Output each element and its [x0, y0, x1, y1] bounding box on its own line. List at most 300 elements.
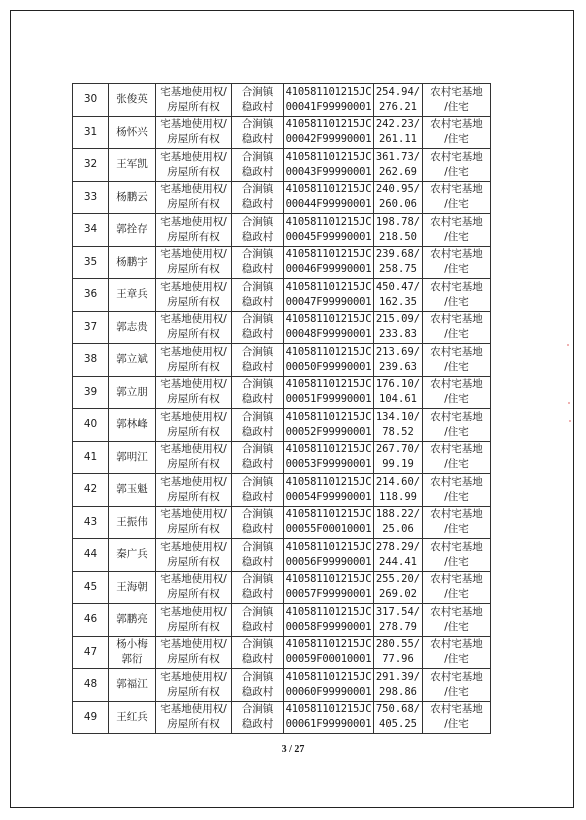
area-line: 278.29/ — [375, 540, 421, 553]
location-line: 稳政村 — [241, 685, 274, 698]
land-use-line: /住宅 — [444, 523, 469, 536]
owner-name-cell — [109, 116, 156, 149]
right-type-line: 宅基地使用权/ — [160, 118, 227, 131]
area-line: 214.60/ — [375, 475, 421, 488]
row-number-cell: 30 — [73, 84, 109, 117]
owner-name-line: 郭立斌 — [116, 353, 148, 366]
area-line: 218.50 — [379, 230, 417, 243]
table-row — [73, 246, 491, 279]
location-cell — [232, 701, 284, 734]
unit-code-cell — [284, 636, 374, 669]
land-use-line: 农村宅基地 — [430, 150, 483, 163]
right-type-line: 房屋所有权 — [167, 165, 220, 178]
unit-code-line: 410581101215JC — [285, 378, 372, 391]
table-row — [73, 344, 491, 377]
area-line: 25.06 — [382, 523, 414, 536]
location-line: 稳政村 — [241, 458, 274, 471]
right-type-line: 房屋所有权 — [167, 458, 220, 471]
owner-name-cell — [109, 409, 156, 442]
right-type-line: 宅基地使用权/ — [160, 378, 227, 391]
registration-table — [72, 83, 491, 734]
land-use-line: 农村宅基地 — [430, 475, 483, 488]
right-type-cell — [156, 636, 232, 669]
right-type-cell — [156, 311, 232, 344]
area-line: 255.20/ — [375, 573, 421, 586]
land-use-cell — [423, 409, 491, 442]
area-line: 254.94/ — [375, 85, 421, 98]
unit-code-line: 00041F99990001 — [285, 100, 372, 113]
land-use-line: /住宅 — [444, 133, 469, 146]
location-line: 合涧镇 — [241, 150, 274, 163]
land-use-line: /住宅 — [444, 718, 469, 731]
location-cell — [232, 279, 284, 312]
unit-code-cell — [284, 344, 374, 377]
land-use-line: 农村宅基地 — [430, 118, 483, 131]
table-row — [73, 571, 491, 604]
location-line: 稳政村 — [241, 230, 274, 243]
area-cell — [374, 376, 423, 409]
owner-name-cell — [109, 571, 156, 604]
land-use-cell — [423, 149, 491, 182]
area-cell — [374, 604, 423, 637]
scan-speck — [567, 344, 569, 346]
right-type-line: 宅基地使用权/ — [160, 670, 227, 683]
area-line: 258.75 — [379, 263, 417, 276]
area-cell — [374, 636, 423, 669]
location-line: 合涧镇 — [241, 703, 274, 716]
row-number-cell: 49 — [73, 701, 109, 734]
owner-name-line: 王海朝 — [116, 580, 148, 593]
right-type-cell — [156, 441, 232, 474]
right-type-line: 宅基地使用权/ — [160, 540, 227, 553]
right-type-line: 房屋所有权 — [167, 490, 220, 503]
scan-speck — [568, 402, 570, 404]
location-line: 稳政村 — [241, 198, 274, 211]
owner-name-line: 杨鹏云 — [116, 190, 148, 203]
land-use-line: 农村宅基地 — [430, 638, 483, 651]
row-number-cell: 48 — [73, 669, 109, 702]
land-use-line: 农村宅基地 — [430, 540, 483, 553]
location-cell — [232, 604, 284, 637]
location-cell — [232, 409, 284, 442]
unit-code-line: 410581101215JC — [285, 670, 372, 683]
location-cell — [232, 669, 284, 702]
right-type-cell — [156, 149, 232, 182]
land-use-line: 农村宅基地 — [430, 443, 483, 456]
owner-name-cell — [109, 149, 156, 182]
location-line: 稳政村 — [241, 393, 274, 406]
unit-code-line: 410581101215JC — [285, 540, 372, 553]
land-use-cell — [423, 116, 491, 149]
right-type-cell — [156, 604, 232, 637]
land-use-line: /住宅 — [444, 490, 469, 503]
owner-name-line: 郭福江 — [116, 678, 148, 691]
land-use-line: /住宅 — [444, 685, 469, 698]
right-type-cell — [156, 571, 232, 604]
land-use-line: /住宅 — [444, 425, 469, 438]
land-use-line: 农村宅基地 — [430, 410, 483, 423]
owner-name-cell — [109, 84, 156, 117]
unit-code-line: 410581101215JC — [285, 150, 372, 163]
right-type-line: 宅基地使用权/ — [160, 150, 227, 163]
right-type-line: 房屋所有权 — [167, 100, 220, 113]
land-use-line: 农村宅基地 — [430, 573, 483, 586]
area-cell — [374, 344, 423, 377]
owner-name-line: 张俊英 — [116, 93, 148, 106]
land-use-line: 农村宅基地 — [430, 345, 483, 358]
unit-code-cell — [284, 506, 374, 539]
location-cell — [232, 474, 284, 507]
row-number-cell: 35 — [73, 246, 109, 279]
unit-code-line: 410581101215JC — [285, 703, 372, 716]
owner-name-line: 郭衍 — [121, 653, 143, 666]
land-use-cell — [423, 604, 491, 637]
area-cell — [374, 84, 423, 117]
unit-code-line: 00045F99990001 — [285, 230, 372, 243]
area-line: 198.78/ — [375, 215, 421, 228]
row-number-cell: 38 — [73, 344, 109, 377]
right-type-line: 房屋所有权 — [167, 133, 220, 146]
right-type-cell — [156, 214, 232, 247]
right-type-cell — [156, 474, 232, 507]
unit-code-cell — [284, 409, 374, 442]
land-use-cell — [423, 539, 491, 572]
location-cell — [232, 539, 284, 572]
land-use-line: 农村宅基地 — [430, 280, 483, 293]
unit-code-line: 00047F99990001 — [285, 295, 372, 308]
land-use-line: 农村宅基地 — [430, 670, 483, 683]
area-cell — [374, 279, 423, 312]
area-cell — [374, 539, 423, 572]
land-use-cell — [423, 214, 491, 247]
table-row — [73, 214, 491, 247]
owner-name-cell — [109, 604, 156, 637]
land-use-line: 农村宅基地 — [430, 605, 483, 618]
unit-code-line: 00042F99990001 — [285, 133, 372, 146]
owner-name-cell — [109, 701, 156, 734]
area-line: 361.73/ — [375, 150, 421, 163]
right-type-cell — [156, 669, 232, 702]
area-cell — [374, 701, 423, 734]
table-row — [73, 409, 491, 442]
right-type-line: 房屋所有权 — [167, 588, 220, 601]
area-cell — [374, 181, 423, 214]
area-line: 242.23/ — [375, 118, 421, 131]
land-use-line: /住宅 — [444, 100, 469, 113]
area-line: 276.21 — [379, 100, 417, 113]
area-line: 176.10/ — [375, 378, 421, 391]
row-number-cell: 32 — [73, 149, 109, 182]
unit-code-line: 00050F99990001 — [285, 360, 372, 373]
unit-code-cell — [284, 214, 374, 247]
land-use-cell — [423, 344, 491, 377]
location-line: 合涧镇 — [241, 85, 274, 98]
area-line: 233.83 — [379, 328, 417, 341]
owner-name-line: 郭明江 — [116, 450, 148, 463]
row-number-cell: 47 — [73, 636, 109, 669]
owner-name-cell — [109, 539, 156, 572]
area-line: 298.86 — [379, 685, 417, 698]
unit-code-line: 410581101215JC — [285, 118, 372, 131]
right-type-cell — [156, 116, 232, 149]
area-line: 269.02 — [379, 588, 417, 601]
land-use-cell — [423, 441, 491, 474]
unit-code-cell — [284, 571, 374, 604]
area-line: 280.55/ — [375, 638, 421, 651]
area-line: 405.25 — [379, 718, 417, 731]
right-type-line: 房屋所有权 — [167, 263, 220, 276]
area-line: 260.06 — [379, 198, 417, 211]
location-line: 合涧镇 — [241, 378, 274, 391]
right-type-line: 宅基地使用权/ — [160, 85, 227, 98]
area-line: 188.22/ — [375, 508, 421, 521]
area-line: 104.61 — [379, 393, 417, 406]
unit-code-cell — [284, 149, 374, 182]
unit-code-line: 410581101215JC — [285, 313, 372, 326]
location-line: 合涧镇 — [241, 118, 274, 131]
location-line: 合涧镇 — [241, 443, 274, 456]
owner-name-line: 王军凯 — [116, 158, 148, 171]
right-type-line: 房屋所有权 — [167, 653, 220, 666]
location-cell — [232, 181, 284, 214]
location-line: 合涧镇 — [241, 345, 274, 358]
location-line: 合涧镇 — [241, 280, 274, 293]
unit-code-line: 410581101215JC — [285, 573, 372, 586]
right-type-line: 宅基地使用权/ — [160, 183, 227, 196]
owner-name-line: 王红兵 — [116, 710, 148, 723]
table-row — [73, 474, 491, 507]
area-line: 239.68/ — [375, 248, 421, 261]
land-use-cell — [423, 279, 491, 312]
area-line: 750.68/ — [375, 703, 421, 716]
area-line: 77.96 — [382, 653, 414, 666]
unit-code-cell — [284, 701, 374, 734]
location-line: 合涧镇 — [241, 638, 274, 651]
area-line: 317.54/ — [375, 605, 421, 618]
right-type-line: 房屋所有权 — [167, 198, 220, 211]
unit-code-cell — [284, 279, 374, 312]
location-cell — [232, 84, 284, 117]
area-line: 213.69/ — [375, 345, 421, 358]
location-line: 合涧镇 — [241, 215, 274, 228]
owner-name-line: 郭立朋 — [116, 385, 148, 398]
land-use-line: /住宅 — [444, 263, 469, 276]
location-line: 合涧镇 — [241, 248, 274, 261]
owner-name-cell — [109, 474, 156, 507]
land-use-line: /住宅 — [444, 360, 469, 373]
area-line: 291.39/ — [375, 670, 421, 683]
location-cell — [232, 506, 284, 539]
location-line: 合涧镇 — [241, 313, 274, 326]
unit-code-line: 410581101215JC — [285, 183, 372, 196]
location-line: 稳政村 — [241, 133, 274, 146]
row-number-cell: 45 — [73, 571, 109, 604]
unit-code-cell — [284, 116, 374, 149]
unit-code-line: 00056F99990001 — [285, 555, 372, 568]
right-type-line: 房屋所有权 — [167, 230, 220, 243]
location-line: 稳政村 — [241, 165, 274, 178]
area-cell — [374, 669, 423, 702]
right-type-line: 宅基地使用权/ — [160, 443, 227, 456]
area-cell — [374, 409, 423, 442]
unit-code-cell — [284, 474, 374, 507]
unit-code-cell — [284, 604, 374, 637]
land-use-line: /住宅 — [444, 165, 469, 178]
unit-code-line: 00053F99990001 — [285, 458, 372, 471]
right-type-cell — [156, 344, 232, 377]
unit-code-line: 00051F99990001 — [285, 393, 372, 406]
table-row — [73, 701, 491, 734]
land-use-line: /住宅 — [444, 458, 469, 471]
unit-code-cell — [284, 441, 374, 474]
location-line: 稳政村 — [241, 425, 274, 438]
right-type-line: 宅基地使用权/ — [160, 638, 227, 651]
land-use-cell — [423, 571, 491, 604]
land-use-cell — [423, 311, 491, 344]
location-line: 稳政村 — [241, 263, 274, 276]
area-line: 239.63 — [379, 360, 417, 373]
area-line: 267.70/ — [375, 443, 421, 456]
unit-code-line: 00061F99990001 — [285, 718, 372, 731]
area-line: 262.69 — [379, 165, 417, 178]
location-line: 稳政村 — [241, 328, 274, 341]
right-type-line: 宅基地使用权/ — [160, 280, 227, 293]
unit-code-line: 00059F00010001 — [285, 653, 372, 666]
row-number-cell: 43 — [73, 506, 109, 539]
land-use-cell — [423, 506, 491, 539]
right-type-line: 宅基地使用权/ — [160, 508, 227, 521]
land-use-cell — [423, 376, 491, 409]
owner-name-cell — [109, 181, 156, 214]
page-number: 3 / 27 — [281, 744, 305, 755]
area-cell — [374, 506, 423, 539]
right-type-line: 房屋所有权 — [167, 328, 220, 341]
location-cell — [232, 376, 284, 409]
row-number-cell: 44 — [73, 539, 109, 572]
table-row — [73, 604, 491, 637]
unit-code-line: 410581101215JC — [285, 475, 372, 488]
area-line: 261.11 — [379, 133, 417, 146]
unit-code-cell — [284, 376, 374, 409]
location-line: 合涧镇 — [241, 540, 274, 553]
right-type-cell — [156, 506, 232, 539]
owner-name-cell — [109, 506, 156, 539]
row-number-cell: 41 — [73, 441, 109, 474]
unit-code-line: 410581101215JC — [285, 345, 372, 358]
land-use-line: /住宅 — [444, 230, 469, 243]
unit-code-line: 410581101215JC — [285, 410, 372, 423]
row-number-cell: 36 — [73, 279, 109, 312]
right-type-cell — [156, 701, 232, 734]
location-cell — [232, 344, 284, 377]
location-line: 稳政村 — [241, 653, 274, 666]
area-cell — [374, 246, 423, 279]
table-row — [73, 279, 491, 312]
right-type-cell — [156, 376, 232, 409]
land-use-line: 农村宅基地 — [430, 703, 483, 716]
unit-code-line: 410581101215JC — [285, 638, 372, 651]
area-line: 240.95/ — [375, 183, 421, 196]
table-row — [73, 376, 491, 409]
owner-name-line: 郭鹏亮 — [116, 613, 148, 626]
location-line: 合涧镇 — [241, 508, 274, 521]
unit-code-line: 00054F99990001 — [285, 490, 372, 503]
owner-name-cell — [109, 636, 156, 669]
land-use-line: /住宅 — [444, 328, 469, 341]
location-line: 稳政村 — [241, 360, 274, 373]
owner-name-cell — [109, 246, 156, 279]
area-line: 78.52 — [382, 425, 414, 438]
table-row — [73, 636, 491, 669]
land-use-cell — [423, 701, 491, 734]
location-cell — [232, 571, 284, 604]
unit-code-line: 00046F99990001 — [285, 263, 372, 276]
unit-code-cell — [284, 669, 374, 702]
right-type-line: 房屋所有权 — [167, 523, 220, 536]
row-number-cell: 42 — [73, 474, 109, 507]
location-cell — [232, 441, 284, 474]
location-line: 稳政村 — [241, 620, 274, 633]
unit-code-line: 00055F00010001 — [285, 523, 372, 536]
unit-code-line: 410581101215JC — [285, 443, 372, 456]
unit-code-cell — [284, 539, 374, 572]
land-use-line: /住宅 — [444, 295, 469, 308]
area-cell — [374, 149, 423, 182]
table-row — [73, 669, 491, 702]
unit-code-line: 00043F99990001 — [285, 165, 372, 178]
right-type-line: 房屋所有权 — [167, 295, 220, 308]
unit-code-cell — [284, 84, 374, 117]
right-type-cell — [156, 181, 232, 214]
owner-name-line: 郭玉魁 — [116, 483, 148, 496]
owner-name-cell — [109, 669, 156, 702]
table-row — [73, 181, 491, 214]
location-cell — [232, 636, 284, 669]
land-use-line: /住宅 — [444, 555, 469, 568]
land-use-line: 农村宅基地 — [430, 313, 483, 326]
land-use-line: /住宅 — [444, 198, 469, 211]
owner-name-line: 杨鹏宇 — [116, 255, 148, 268]
area-cell — [374, 311, 423, 344]
unit-code-line: 410581101215JC — [285, 248, 372, 261]
owner-name-cell — [109, 311, 156, 344]
owner-name-cell — [109, 214, 156, 247]
land-use-cell — [423, 474, 491, 507]
owner-name-line: 王章兵 — [116, 288, 148, 301]
location-line: 合涧镇 — [241, 573, 274, 586]
scan-speck — [569, 420, 571, 422]
area-line: 278.79 — [379, 620, 417, 633]
location-line: 稳政村 — [241, 490, 274, 503]
land-use-line: /住宅 — [444, 620, 469, 633]
row-number-cell: 34 — [73, 214, 109, 247]
unit-code-line: 00048F99990001 — [285, 328, 372, 341]
location-line: 稳政村 — [241, 588, 274, 601]
right-type-cell — [156, 246, 232, 279]
location-line: 合涧镇 — [241, 410, 274, 423]
location-line: 合涧镇 — [241, 605, 274, 618]
right-type-line: 宅基地使用权/ — [160, 215, 227, 228]
table-row — [73, 311, 491, 344]
land-use-line: /住宅 — [444, 393, 469, 406]
right-type-line: 房屋所有权 — [167, 718, 220, 731]
unit-code-line: 00058F99990001 — [285, 620, 372, 633]
row-number-cell: 33 — [73, 181, 109, 214]
location-cell — [232, 116, 284, 149]
location-cell — [232, 311, 284, 344]
unit-code-line: 00057F99990001 — [285, 588, 372, 601]
right-type-cell — [156, 539, 232, 572]
